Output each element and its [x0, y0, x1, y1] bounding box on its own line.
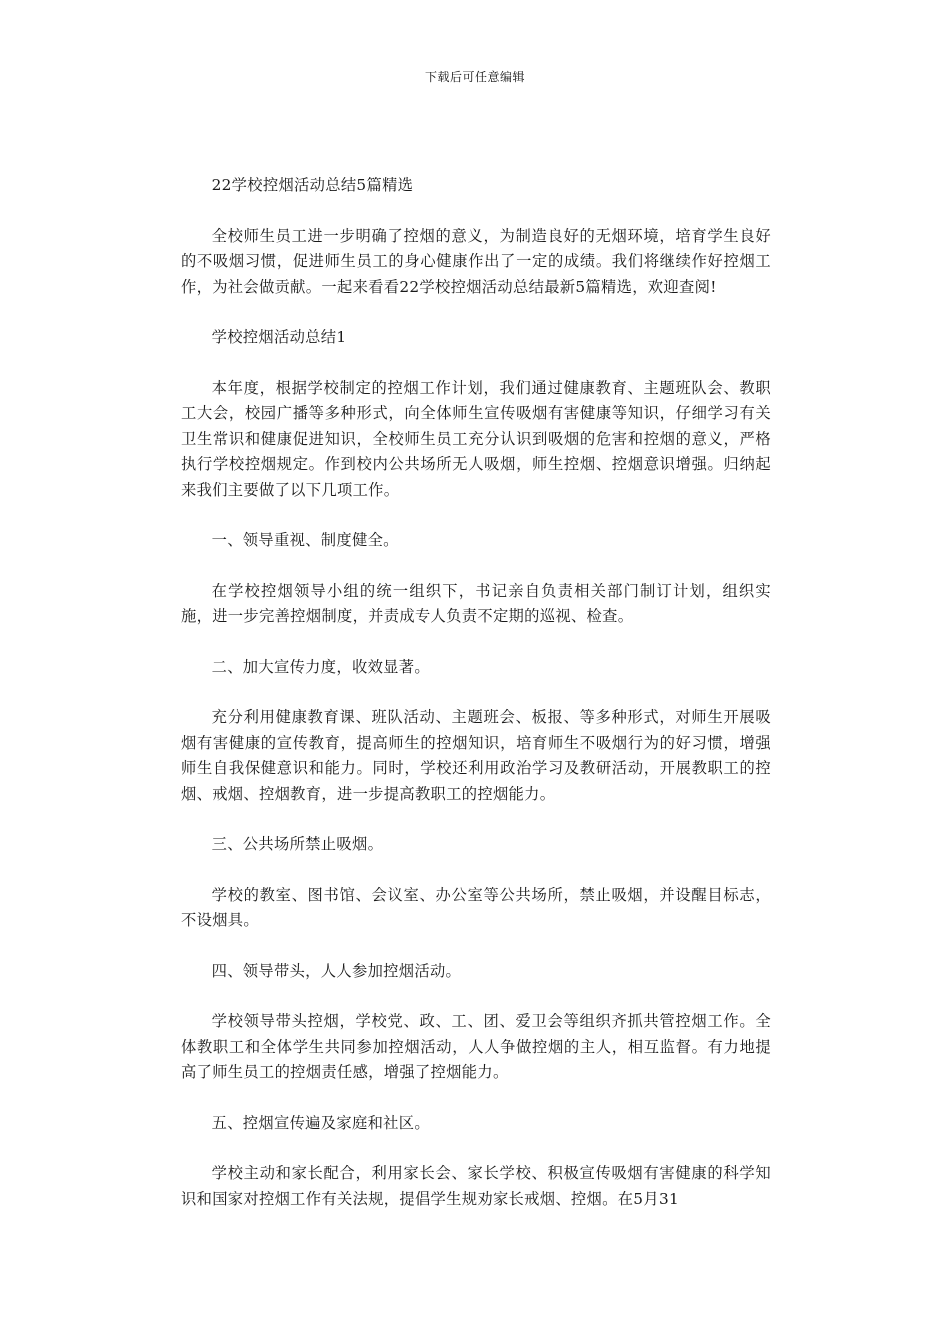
spacer: [181, 1136, 771, 1161]
item-paragraph: 学校主动和家长配合，利用家长会、家长学校、积极宣传吸烟有害健康的科学知识和国家对控烟工作有关法规，提倡学生规劝家长戒烟、控烟。在5月31: [181, 1164, 771, 1208]
item-paragraph: 学校领导带头控烟，学校党、政、工、团、爱卫会等组织齐抓共管控烟工作。全体教职工和全体学生共同参加控烟活动，人人争做控烟的主人，相互监督。有力地提高了师生员工的控烟责任感，增强了控烟能力。: [181, 1012, 771, 1081]
spacer: [181, 680, 771, 705]
spacer: [181, 630, 771, 655]
spacer: [181, 300, 771, 325]
item-paragraph: 学校的教室、图书馆、会议室、办公室等公共场所，禁止吸烟，并设醒目标志，不设烟具。: [181, 885, 771, 929]
section-paragraph: 本年度，根据学校制定的控烟工作计划，我们通过健康教育、主题班队会、教职工大会，校园广播等多种形式，向全体师生宣传吸烟有害健康等知识，仔细学习有关卫生常识和健康促进知识，全校师生员工充分认识到吸烟的危害和控烟的意义，严格执行学校控烟规定。作到校内公共场所无人吸烟，师生控烟、控烟意识增强。归纳起来我们主要做了以下几项工作。: [181, 378, 771, 499]
section-title: 学校控烟活动总结1: [211, 328, 347, 346]
item-heading: 四、领导带头，人人参加控烟活动。: [211, 961, 462, 980]
spacer: [181, 807, 771, 832]
spacer: [181, 351, 771, 376]
spacer: [181, 858, 771, 883]
page-header-note: 下载后可任意编辑: [424, 70, 525, 84]
item-heading: 二、加大宣传力度，收效显著。: [211, 657, 430, 676]
document-title: 22学校控烟活动总结5篇精选: [211, 176, 414, 194]
item-paragraph: 在学校控烟领导小组的统一组织下，书记亲自负责相关部门制订计划，组织实施，进一步完善控烟制度，并责成专人负责不定期的巡视、检查。: [181, 581, 771, 625]
item-heading: 三、公共场所禁止吸烟。: [211, 835, 384, 853]
spacer: [181, 554, 771, 579]
spacer: [181, 934, 771, 959]
spacer: [181, 503, 771, 528]
item-heading: 五、控烟宣传遍及家庭和社区。: [211, 1113, 430, 1132]
document-body: [181, 173, 771, 1212]
item-heading: 一、领导重视、制度健全。: [211, 531, 399, 549]
intro-paragraph: 全校师生员工进一步明确了控烟的意义，为制造良好的无烟环境，培育学生良好的不吸烟习惯，促进师生员工的身心健康作出了一定的成绩。我们将继续作好控烟工作，为社会做贡献。一起来看看22学校控烟活动总结最新5篇精选，欢迎查阅!: [181, 226, 771, 296]
spacer: [181, 984, 771, 1009]
item-paragraph: 充分利用健康教育课、班队活动、主题班会、板报、等多种形式，对师生开展吸烟有害健康的宣传教育，提高师生的控烟知识，培育师生不吸烟行为的好习惯，增强师生自我保健意识和能力。同时，学校还利用政治学习及教研活动，开展教职工的控烟、戒烟、控烟教育，进一步提高教职工的控烟能力。: [181, 708, 771, 803]
spacer: [181, 1086, 771, 1111]
